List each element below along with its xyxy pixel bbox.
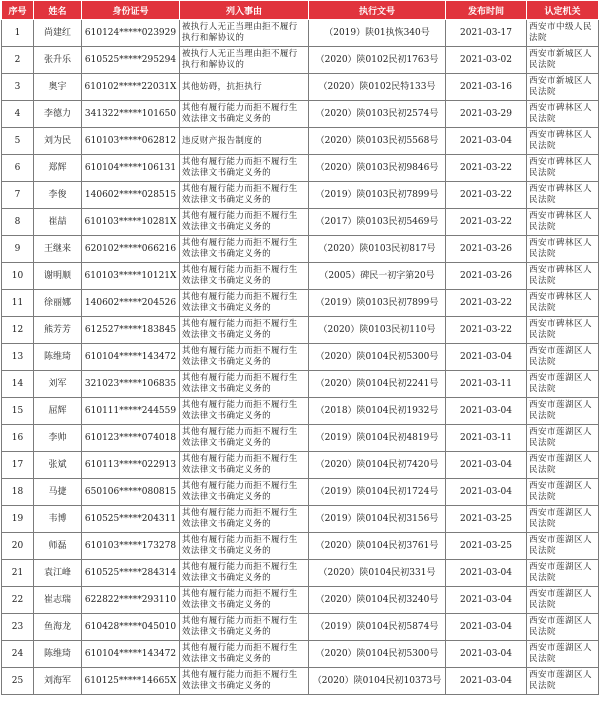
name-cell: 师磊 xyxy=(34,533,82,560)
publish-date-cell: 2021-03-22 xyxy=(446,290,527,317)
agency-cell: 西安市莲湖区人民法院 xyxy=(527,587,599,614)
name-cell: 屈辉 xyxy=(34,398,82,425)
table-row xyxy=(2,263,599,290)
publish-date-cell: 2021-03-26 xyxy=(446,263,527,290)
header-agency: 认定机关 xyxy=(527,1,599,20)
id-number-cell: 140602*****204526 xyxy=(82,290,180,317)
case-number-cell: （2020）陕0104民初5300号 xyxy=(309,344,446,371)
table-row xyxy=(2,425,599,452)
case-number-cell: （2019）陕0104民初4819号 xyxy=(309,425,446,452)
index-cell: 21 xyxy=(2,560,34,587)
index-cell: 24 xyxy=(2,641,34,668)
index-cell: 4 xyxy=(2,101,34,128)
header-index: 序号 xyxy=(2,1,34,20)
table-row xyxy=(2,398,599,425)
index-cell: 15 xyxy=(2,398,34,425)
id-number-cell: 650106*****080815 xyxy=(82,479,180,506)
reason-cell: 违反财产报告制度的 xyxy=(180,128,309,155)
table-row xyxy=(2,236,599,263)
reason-cell: 其他有履行能力而拒不履行生效法律文书确定义务的 xyxy=(180,425,309,452)
case-number-cell: （2020）陕0103民初5568号 xyxy=(309,128,446,155)
agency-cell: 西安市莲湖区人民法院 xyxy=(527,371,599,398)
publish-date-cell: 2021-03-04 xyxy=(446,614,527,641)
id-number-cell: 610102*****22031X xyxy=(82,74,180,101)
id-number-cell: 610103*****10121X xyxy=(82,263,180,290)
case-number-cell: （2020）陕0104民初5300号 xyxy=(309,641,446,668)
header-reason: 列入事由 xyxy=(180,1,309,20)
dishonest-persons-table xyxy=(1,0,599,695)
reason-cell: 其他妨碍，抗拒执行 xyxy=(180,74,309,101)
case-number-cell: （2020）陕0102民特133号 xyxy=(309,74,446,101)
agency-cell: 西安市莲湖区人民法院 xyxy=(527,344,599,371)
table-row xyxy=(2,560,599,587)
index-cell: 9 xyxy=(2,236,34,263)
name-cell: 奥宇 xyxy=(34,74,82,101)
reason-cell: 其他有履行能力而拒不履行生效法律文书确定义务的 xyxy=(180,560,309,587)
name-cell: 陈维琦 xyxy=(34,344,82,371)
reason-cell: 其他有履行能力而拒不履行生效法律文书确定义务的 xyxy=(180,155,309,182)
name-cell: 李俊 xyxy=(34,182,82,209)
publish-date-cell: 2021-03-04 xyxy=(446,452,527,479)
reason-cell: 其他有履行能力而拒不履行生效法律文书确定义务的 xyxy=(180,182,309,209)
id-number-cell: 620102*****066216 xyxy=(82,236,180,263)
publish-date-cell: 2021-03-04 xyxy=(446,668,527,695)
table-row xyxy=(2,182,599,209)
id-number-cell: 341322*****101650 xyxy=(82,101,180,128)
reason-cell: 其他有履行能力而拒不履行生效法律文书确定义务的 xyxy=(180,614,309,641)
id-number-cell: 610103*****173278 xyxy=(82,533,180,560)
reason-cell: 其他有履行能力而拒不履行生效法律文书确定义务的 xyxy=(180,641,309,668)
id-number-cell: 610123*****074018 xyxy=(82,425,180,452)
reason-cell: 其他有履行能力而拒不履行生效法律文书确定义务的 xyxy=(180,101,309,128)
case-number-cell: （2020）陕0104民初7420号 xyxy=(309,452,446,479)
case-number-cell: （2020）陕0104民初10373号 xyxy=(309,668,446,695)
publish-date-cell: 2021-03-11 xyxy=(446,371,527,398)
id-number-cell: 610525*****204311 xyxy=(82,506,180,533)
name-cell: 韦博 xyxy=(34,506,82,533)
publish-date-cell: 2021-03-17 xyxy=(446,20,527,47)
publish-date-cell: 2021-03-25 xyxy=(446,506,527,533)
case-number-cell: （2019）陕0103民初7899号 xyxy=(309,290,446,317)
agency-cell: 西安市中级人民法院 xyxy=(527,20,599,47)
table-row xyxy=(2,506,599,533)
agency-cell: 西安市碑林区人民法院 xyxy=(527,155,599,182)
publish-date-cell: 2021-03-04 xyxy=(446,344,527,371)
publish-date-cell: 2021-03-04 xyxy=(446,560,527,587)
agency-cell: 西安市碑林区人民法院 xyxy=(527,209,599,236)
agency-cell: 西安市碑林区人民法院 xyxy=(527,290,599,317)
publish-date-cell: 2021-03-22 xyxy=(446,317,527,344)
header-case-number: 执行文号 xyxy=(309,1,446,20)
publish-date-cell: 2021-03-04 xyxy=(446,587,527,614)
case-number-cell: （2018）陕0104民初1932号 xyxy=(309,398,446,425)
table-row xyxy=(2,587,599,614)
agency-cell: 西安市莲湖区人民法院 xyxy=(527,506,599,533)
reason-cell: 被执行人无正当理由拒不履行执行和解协议的 xyxy=(180,47,309,74)
name-cell: 尚建红 xyxy=(34,20,82,47)
id-number-cell: 610113*****022913 xyxy=(82,452,180,479)
reason-cell: 被执行人无正当理由拒不履行执行和解协议的 xyxy=(180,20,309,47)
publish-date-cell: 2021-03-22 xyxy=(446,182,527,209)
name-cell: 刘为民 xyxy=(34,128,82,155)
publish-date-cell: 2021-03-26 xyxy=(446,236,527,263)
reason-cell: 其他有履行能力而拒不履行生效法律文书确定义务的 xyxy=(180,344,309,371)
agency-cell: 西安市莲湖区人民法院 xyxy=(527,479,599,506)
agency-cell: 西安市碑林区人民法院 xyxy=(527,263,599,290)
agency-cell: 西安市碑林区人民法院 xyxy=(527,182,599,209)
id-number-cell: 610111*****244559 xyxy=(82,398,180,425)
case-number-cell: （2020）陕0102民初1763号 xyxy=(309,47,446,74)
index-cell: 22 xyxy=(2,587,34,614)
case-number-cell: （2020）陕0104民初3240号 xyxy=(309,587,446,614)
agency-cell: 西安市莲湖区人民法院 xyxy=(527,398,599,425)
publish-date-cell: 2021-03-25 xyxy=(446,533,527,560)
index-cell: 23 xyxy=(2,614,34,641)
id-number-cell: 612527*****183845 xyxy=(82,317,180,344)
publish-date-cell: 2021-03-04 xyxy=(446,128,527,155)
publish-date-cell: 2021-03-02 xyxy=(446,47,527,74)
case-number-cell: （2020）陕0104民初2241号 xyxy=(309,371,446,398)
table-row xyxy=(2,479,599,506)
reason-cell: 其他有履行能力而拒不履行生效法律文书确定义务的 xyxy=(180,236,309,263)
index-cell: 6 xyxy=(2,155,34,182)
name-cell: 陈维琦 xyxy=(34,641,82,668)
reason-cell: 其他有履行能力而拒不履行生效法律文书确定义务的 xyxy=(180,317,309,344)
case-number-cell: （2020）陕0103民初9846号 xyxy=(309,155,446,182)
publish-date-cell: 2021-03-04 xyxy=(446,479,527,506)
case-number-cell: （2020）陕0103民初110号 xyxy=(309,317,446,344)
index-cell: 2 xyxy=(2,47,34,74)
case-number-cell: （2019）陕01执恢340号 xyxy=(309,20,446,47)
agency-cell: 西安市碑林区人民法院 xyxy=(527,128,599,155)
name-cell: 鱼海龙 xyxy=(34,614,82,641)
agency-cell: 西安市莲湖区人民法院 xyxy=(527,560,599,587)
publish-date-cell: 2021-03-04 xyxy=(446,398,527,425)
table-row xyxy=(2,533,599,560)
id-number-cell: 610124*****023929 xyxy=(82,20,180,47)
index-cell: 16 xyxy=(2,425,34,452)
index-cell: 20 xyxy=(2,533,34,560)
index-cell: 8 xyxy=(2,209,34,236)
id-number-cell: 610104*****106131 xyxy=(82,155,180,182)
name-cell: 熊芳芳 xyxy=(34,317,82,344)
name-cell: 崔志瑞 xyxy=(34,587,82,614)
name-cell: 郑辉 xyxy=(34,155,82,182)
case-number-cell: （2020）陕0104民初331号 xyxy=(309,560,446,587)
reason-cell: 其他有履行能力而拒不履行生效法律文书确定义务的 xyxy=(180,452,309,479)
name-cell: 李帅 xyxy=(34,425,82,452)
index-cell: 11 xyxy=(2,290,34,317)
name-cell: 刘军 xyxy=(34,371,82,398)
case-number-cell: （2017）陕0103民初5469号 xyxy=(309,209,446,236)
agency-cell: 西安市新城区人民法院 xyxy=(527,47,599,74)
reason-cell: 其他有履行能力而拒不履行生效法律文书确定义务的 xyxy=(180,209,309,236)
case-number-cell: （2019）陕0104民初3156号 xyxy=(309,506,446,533)
name-cell: 马捷 xyxy=(34,479,82,506)
index-cell: 25 xyxy=(2,668,34,695)
case-number-cell: （2005）碑民一初字第20号 xyxy=(309,263,446,290)
id-number-cell: 610104*****143472 xyxy=(82,641,180,668)
index-cell: 18 xyxy=(2,479,34,506)
table-row xyxy=(2,290,599,317)
index-cell: 1 xyxy=(2,20,34,47)
table-row xyxy=(2,128,599,155)
agency-cell: 西安市莲湖区人民法院 xyxy=(527,533,599,560)
id-number-cell: 610525*****295294 xyxy=(82,47,180,74)
agency-cell: 西安市莲湖区人民法院 xyxy=(527,614,599,641)
agency-cell: 西安市莲湖区人民法院 xyxy=(527,452,599,479)
table-row xyxy=(2,344,599,371)
id-number-cell: 610103*****10281X xyxy=(82,209,180,236)
header-publish-date: 发布时间 xyxy=(446,1,527,20)
header-id-number: 身份证号 xyxy=(82,1,180,20)
table-row xyxy=(2,452,599,479)
id-number-cell: 622822*****293110 xyxy=(82,587,180,614)
table-body xyxy=(2,20,599,695)
reason-cell: 其他有履行能力而拒不履行生效法律文书确定义务的 xyxy=(180,668,309,695)
agency-cell: 西安市新城区人民法院 xyxy=(527,74,599,101)
id-number-cell: 610103*****062812 xyxy=(82,128,180,155)
case-number-cell: （2020）陕0103民初2574号 xyxy=(309,101,446,128)
reason-cell: 其他有履行能力而拒不履行生效法律文书确定义务的 xyxy=(180,533,309,560)
agency-cell: 西安市碑林区人民法院 xyxy=(527,236,599,263)
header-name: 姓名 xyxy=(34,1,82,20)
publish-date-cell: 2021-03-04 xyxy=(446,641,527,668)
case-number-cell: （2020）陕0103民初817号 xyxy=(309,236,446,263)
reason-cell: 其他有履行能力而拒不履行生效法律文书确定义务的 xyxy=(180,263,309,290)
case-number-cell: （2019）陕0104民初5874号 xyxy=(309,614,446,641)
name-cell: 刘海军 xyxy=(34,668,82,695)
name-cell: 李德力 xyxy=(34,101,82,128)
publish-date-cell: 2021-03-22 xyxy=(446,209,527,236)
case-number-cell: （2020）陕0104民初3761号 xyxy=(309,533,446,560)
name-cell: 王继来 xyxy=(34,236,82,263)
id-number-cell: 610125*****14665X xyxy=(82,668,180,695)
table-row xyxy=(2,20,599,47)
table-row xyxy=(2,47,599,74)
agency-cell: 西安市莲湖区人民法院 xyxy=(527,668,599,695)
table-row xyxy=(2,641,599,668)
table-header-row xyxy=(2,1,599,20)
reason-cell: 其他有履行能力而拒不履行生效法律文书确定义务的 xyxy=(180,479,309,506)
name-cell: 谢明顺 xyxy=(34,263,82,290)
name-cell: 徐丽娜 xyxy=(34,290,82,317)
table-row xyxy=(2,668,599,695)
name-cell: 袁江峰 xyxy=(34,560,82,587)
reason-cell: 其他有履行能力而拒不履行生效法律文书确定义务的 xyxy=(180,290,309,317)
case-number-cell: （2019）陕0103民初7899号 xyxy=(309,182,446,209)
agency-cell: 西安市莲湖区人民法院 xyxy=(527,641,599,668)
id-number-cell: 610428*****045010 xyxy=(82,614,180,641)
publish-date-cell: 2021-03-11 xyxy=(446,425,527,452)
index-cell: 14 xyxy=(2,371,34,398)
id-number-cell: 610525*****284314 xyxy=(82,560,180,587)
index-cell: 17 xyxy=(2,452,34,479)
index-cell: 13 xyxy=(2,344,34,371)
id-number-cell: 321023*****106835 xyxy=(82,371,180,398)
reason-cell: 其他有履行能力而拒不履行生效法律文书确定义务的 xyxy=(180,587,309,614)
case-number-cell: （2019）陕0104民初1724号 xyxy=(309,479,446,506)
table-row xyxy=(2,155,599,182)
agency-cell: 西安市碑林区人民法院 xyxy=(527,317,599,344)
table-row xyxy=(2,101,599,128)
name-cell: 张斌 xyxy=(34,452,82,479)
publish-date-cell: 2021-03-22 xyxy=(446,155,527,182)
agency-cell: 西安市莲湖区人民法院 xyxy=(527,425,599,452)
id-number-cell: 140602*****028515 xyxy=(82,182,180,209)
table-row xyxy=(2,371,599,398)
publish-date-cell: 2021-03-16 xyxy=(446,74,527,101)
reason-cell: 其他有履行能力而拒不履行生效法律文书确定义务的 xyxy=(180,371,309,398)
index-cell: 10 xyxy=(2,263,34,290)
reason-cell: 其他有履行能力而拒不履行生效法律文书确定义务的 xyxy=(180,506,309,533)
reason-cell: 其他有履行能力而拒不履行生效法律文书确定义务的 xyxy=(180,398,309,425)
index-cell: 3 xyxy=(2,74,34,101)
index-cell: 19 xyxy=(2,506,34,533)
table-row xyxy=(2,209,599,236)
index-cell: 12 xyxy=(2,317,34,344)
table-row xyxy=(2,614,599,641)
table-row xyxy=(2,317,599,344)
name-cell: 张升乐 xyxy=(34,47,82,74)
index-cell: 7 xyxy=(2,182,34,209)
name-cell: 崔喆 xyxy=(34,209,82,236)
agency-cell: 西安市碑林区人民法院 xyxy=(527,101,599,128)
publish-date-cell: 2021-03-29 xyxy=(446,101,527,128)
table-row xyxy=(2,74,599,101)
id-number-cell: 610104*****143472 xyxy=(82,344,180,371)
index-cell: 5 xyxy=(2,128,34,155)
